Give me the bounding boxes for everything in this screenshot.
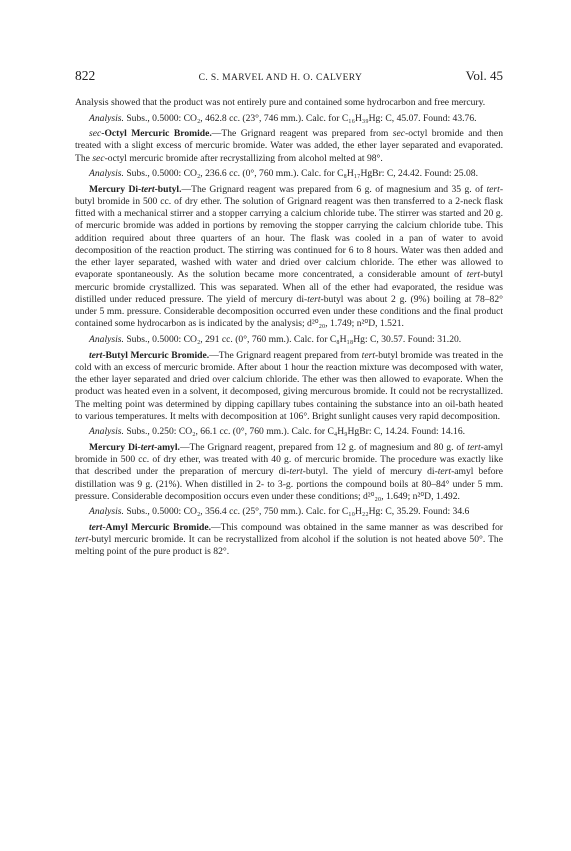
- text-run: tert: [307, 293, 321, 305]
- text-run: —The Grignard reagent, prepared from 12 g. of magnesium and 80 g. of: [179, 441, 468, 453]
- text-run: tert: [140, 441, 155, 453]
- text-run: -Butyl Mercuric Bromide.: [102, 349, 210, 361]
- paragraph: [75, 442, 503, 503]
- paragraph: [75, 97, 503, 109]
- paragraph: [75, 426, 503, 438]
- text-run: Analysis.: [89, 168, 124, 180]
- text-run: -octyl bromide and then treated with a slight excess of mercuric bromide. Water was added, the ether layer separated and evaporated. The: [75, 128, 503, 164]
- volume-label: Vol. 45: [465, 68, 503, 83]
- text-run: -Amyl Mercuric Bromide.: [102, 521, 211, 533]
- paragraph: [75, 113, 503, 125]
- paragraph: [75, 184, 503, 331]
- text-run: -octyl mercuric bromide after recrystallizing from alcohol melted at 98°.: [104, 152, 383, 164]
- text-run: -butyl mercuric bromide crystallized. This was separated. When all of the ether had evaporated, the residue was distilled under reduced pressure. The yield of mercury di-: [75, 269, 503, 305]
- text-run: -butyl was about 2 g. (9%) boiling at 78–82° under 5 mm. pressure. Considerable decomposition occurred even under these conditions and the final product contained some hydrocarbon as is indicated by the analysis; d²⁰₂₀, 1.749; n²⁰D, 1.521.: [75, 293, 503, 330]
- text-run: Subs., 0.250: CO₂, 66.1 cc. (0°, 760 mm.). Calc. for C₄H₉HgBr: C, 14.24. Found: 14.16.: [123, 426, 466, 438]
- text-run: sec: [92, 152, 105, 164]
- text-run: tert: [89, 349, 103, 361]
- paragraph: [75, 128, 503, 165]
- text-run: -butyl mercuric bromide. It can be recrystallized from alcohol if the solution is not heated above 50°. The melting point of the pure product is 82°.: [75, 534, 503, 558]
- text-run: -amyl.: [154, 441, 180, 453]
- text-run: tert: [289, 466, 303, 478]
- text-run: tert: [467, 441, 481, 453]
- article-body: [75, 97, 503, 562]
- text-run: Analysis.: [89, 333, 124, 345]
- text-run: Subs., 0.5000: CO₂, 356.4 cc. (25°, 750 mm.). Calc. for C₁₀H₂₂Hg: C, 35.29. Found: 34.6: [123, 506, 470, 518]
- text-run: Mercury Di-: [89, 441, 141, 453]
- text-run: sec: [89, 128, 102, 140]
- text-run: —The Grignard reagent prepared from: [209, 349, 362, 361]
- text-run: Analysis.: [89, 506, 124, 518]
- page-header: [75, 68, 503, 86]
- text-run: -butyl bromide in 500 cc. of dry ether. The solution of Grignard reagent was then transferred to a 2-neck flask fitted with a mechanical stirrer and a stopper carrying a calcium chloride tube. The stirrer was started and 20 g. of mercuric bromide was added in portions by removing the stopper carrying the calcium chloride tube. This addition required about three quarters of an hour. The flask was cooled in a pan of water to avoid decomposition of the reaction product. The stirring was continued for 6 to 8 hours. Water was then added and the ether layer separated, washed with water and dried over calcium chloride. The ether was allowed to evaporate spontaneously. As the solution became more concentrated, a considerable amount of: [75, 183, 504, 281]
- text-run: Subs., 0.5000: CO₂, 291 cc. (0°, 760 mm.). Calc. for C₈H₁₈Hg: C, 30.57. Found: 31.20.: [123, 333, 462, 345]
- text-run: —The Grignard reagent was prepared from: [211, 128, 393, 140]
- paragraph: [75, 506, 503, 518]
- paragraph: [75, 350, 503, 424]
- text-run: tert: [437, 466, 452, 478]
- text-run: tert: [141, 183, 155, 195]
- text-run: -amyl bromide in 500 cc. of dry ether, was treated with 40 g. of mercuric bromide. The procedure was exactly like that described under the preparation of mercury di-: [75, 441, 504, 478]
- text-run: Analysis showed that the product was not entirely pure and contained some hydrocarbon and free mercury.: [75, 97, 486, 108]
- text-run: —This compound was obtained in the same manner as was described for: [211, 521, 503, 533]
- running-head: C. S. MARVEL AND H. O. CALVERY: [198, 73, 363, 83]
- paragraph: [75, 334, 503, 346]
- text-run: Mercury Di-: [89, 183, 142, 195]
- text-run: Subs., 0.5000: CO₂, 236.6 cc. (0°, 760 mm.). Calc. for C₈H₁₇HgBr: C, 24.42. Found: 25.08.: [123, 168, 478, 180]
- text-run: Analysis.: [89, 112, 124, 124]
- text-run: -butyl. The yield of mercury di-: [302, 466, 438, 478]
- text-run: tert: [89, 521, 103, 533]
- text-run: -amyl before distillation was 9 g. (21%). When distilled in 2- to 3-g. portions the compound boils at 80–84° under 5 mm. pressure. Considerable decomposition occurs even under these conditions; d²⁰₂₀, 1.649; n²⁰D, 1.492.: [75, 466, 504, 502]
- paragraph: [75, 168, 503, 180]
- text-run: Subs., 0.5000: CO₂, 462.8 cc. (23°, 746 mm.). Calc. for C₁₆H₃₉Hg: C, 45.07. Found: 43.76.: [123, 112, 477, 124]
- text-run: tert: [486, 183, 500, 195]
- text-run: tert: [75, 534, 89, 546]
- text-run: sec: [392, 128, 406, 140]
- text-run: -butyl bromide was treated in the cold with an excess of mercuric bromide. After about 1 hour the reaction mixture was decomposed with water, the ether layer separated and dried over calcium chloride. The ether was then allowed to evaporate. When the product was heated even in a solvent, it decomposed, giving mercurous bromide. It could not be recrystallized. The melting point was determined by dipping capillary tubes containing the substance into an oil-bath heated to various temperatures. It melts with decomposition at 106°. Bright sunlight causes very rapid decomposition.: [75, 349, 503, 422]
- page-number: 822: [75, 68, 96, 83]
- text-run: tert: [466, 269, 481, 281]
- text-run: —The Grignard reagent was prepared from 6 g. of magnesium and 35 g. of: [181, 183, 487, 195]
- text-run: Analysis.: [89, 426, 124, 438]
- text-run: -Octyl Mercuric Bromide.: [101, 128, 212, 140]
- text-run: tert: [361, 349, 375, 361]
- text-run: -butyl.: [154, 183, 182, 195]
- paragraph: [75, 522, 503, 559]
